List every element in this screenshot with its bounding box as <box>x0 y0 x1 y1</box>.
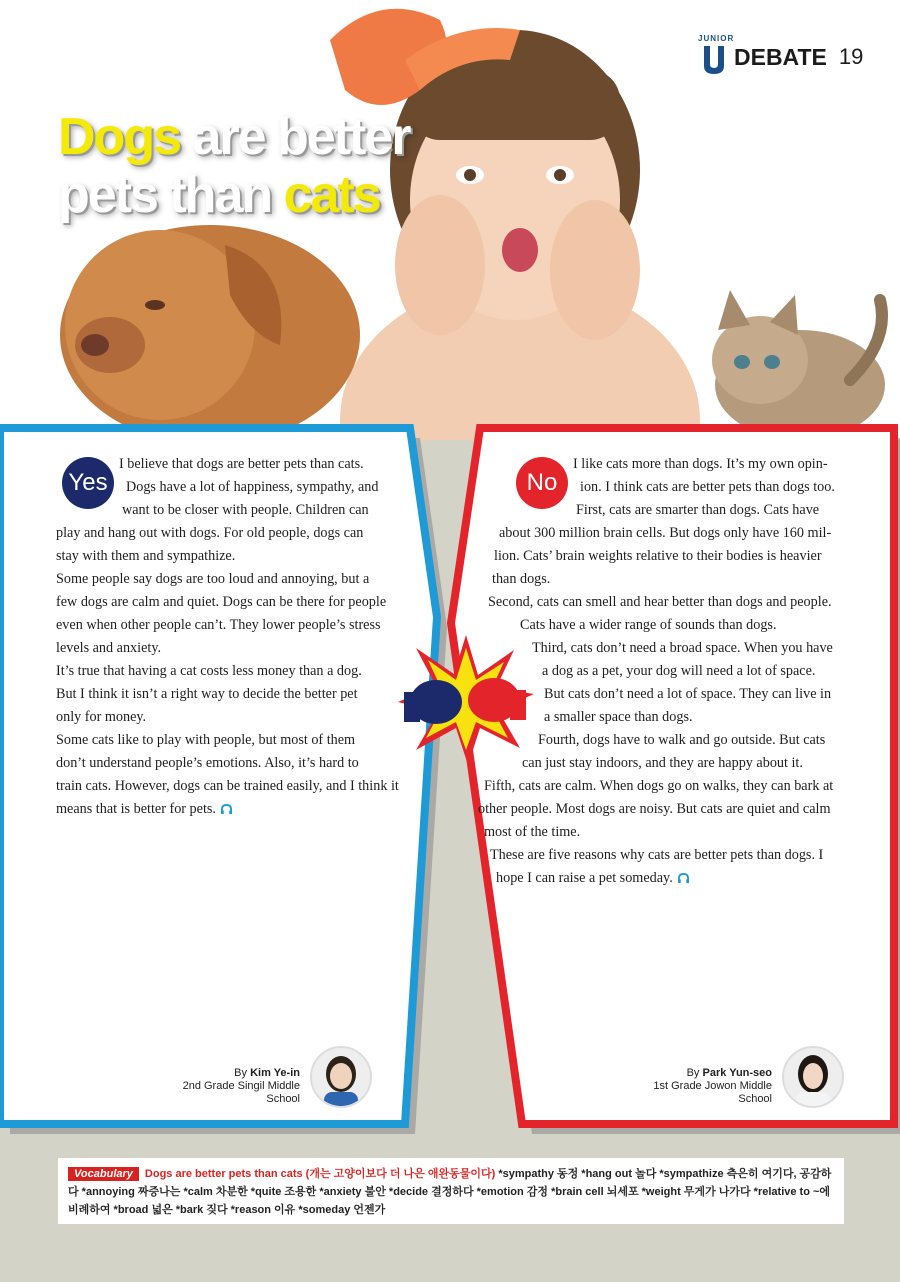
no-argument <box>470 453 860 890</box>
title-word-dogs: Dogs <box>58 108 180 166</box>
text-line: levels and anxiety. <box>56 640 162 656</box>
text-line: than dogs. <box>492 571 551 587</box>
text-line: I like cats more than dogs. It’s my own opin- <box>573 456 828 472</box>
headphones-icon[interactable] <box>220 804 233 815</box>
text-line-last <box>56 798 416 821</box>
text-line: about 300 million brain cells. But dogs only have 160 mil- <box>499 525 832 541</box>
yes-byline <box>150 1067 300 1106</box>
text-line: Dogs have a lot of happiness, sympathy, and <box>126 479 379 495</box>
vocabulary-headline: Dogs are better pets than cats (개는 고양이보다 더 나은 애완동물이다) <box>144 1168 496 1180</box>
text-line: I believe that dogs are better pets than cats. <box>119 456 364 472</box>
text-line: Third, cats don’t need a broad space. When you have <box>532 640 833 656</box>
text-line: play and hang out with dogs. For old people, dogs can <box>56 525 364 541</box>
text-line: It’s true that having a cat costs less money than a dog. <box>56 663 362 679</box>
author-school: 1st Grade Jowon Middle School <box>653 1080 772 1105</box>
vocabulary-tag: Vocabulary <box>68 1167 139 1181</box>
text-line: a smaller space than dogs. <box>544 709 693 725</box>
title-part: pets than <box>58 166 284 224</box>
avatar <box>782 1046 844 1108</box>
title-part: are better <box>180 108 410 166</box>
section-name: DEBATE <box>734 43 827 70</box>
author-name: Kim Ye-in <box>250 1067 300 1079</box>
byline-prefix: By <box>686 1067 703 1079</box>
text-line: few dogs are calm and quiet. Dogs can be there for people <box>56 594 387 610</box>
headphones-icon[interactable] <box>677 873 690 884</box>
byline-prefix: By <box>234 1067 251 1079</box>
text-line: Some people say dogs are too loud and annoying, but a <box>56 571 370 587</box>
text-line: can just stay indoors, and they are happy about it. <box>522 755 803 771</box>
text-line: lion. Cats’ brain weights relative to their bodies is heavier <box>494 548 822 564</box>
text-line: means that is better for pets. <box>56 801 216 817</box>
author-name: Park Yun-seo <box>702 1067 772 1079</box>
author-photo <box>784 1048 842 1106</box>
title-word-cats: cats <box>283 166 380 224</box>
text-line: Fifth, cats are calm. When dogs go on walks, they can bark at <box>484 778 834 794</box>
text-line: train cats. However, dogs can be trained easily, and I think it <box>56 778 399 794</box>
junior-label: JUNIOR <box>698 34 735 43</box>
text-line: But cats don’t need a lot of space. They can live in <box>544 686 832 702</box>
text-line: First, cats are smarter than dogs. Cats have <box>576 502 820 518</box>
page-number: 19 <box>838 44 864 69</box>
text-line: even when other people can’t. They lower people’s stress <box>56 617 381 633</box>
no-byline <box>620 1067 772 1106</box>
author-photo <box>312 1048 370 1106</box>
text-line: But I think it isn’t a right way to decide the better pet <box>56 686 358 702</box>
text-line-last <box>470 867 860 890</box>
text-line: stay with them and sympathize. <box>56 548 236 564</box>
vocabulary-box <box>58 1158 844 1224</box>
no-badge: No <box>516 457 568 509</box>
text-line: Cats have a wider range of sounds than dogs. <box>520 617 777 633</box>
vocabulary-terms: *sympathy 동정 *hang out 놀다 *sympathize 측은히 여기다, 공감하다 *annoying 짜증나는 *calm 차분한 *quite 조용한 *anxiety 불안 *decide 결정하다 *emotion 감정 *brain cell 뇌세포 *weight 무게가 나가다 *relative to ~에 비례하여 *broad 넓은 *bark 짖다 *reason 이유 *someday 언젠가 <box>68 1168 832 1216</box>
yes-badge: Yes <box>62 457 114 509</box>
author-school: 2nd Grade Singil Middle School <box>182 1080 300 1105</box>
text-line: only for money. <box>56 709 147 725</box>
yes-argument <box>56 453 416 821</box>
text-line: other people. Most dogs are noisy. But cats are quiet and calm <box>478 801 831 817</box>
text-line: Some cats like to play with people, but most of them <box>56 732 356 748</box>
text-line: These are five reasons why cats are better pets than dogs. I <box>490 847 824 863</box>
text-line: Fourth, dogs have to walk and go outside. But cats <box>538 732 826 748</box>
avatar <box>310 1046 372 1108</box>
text-line: most of the time. <box>484 824 581 840</box>
text-line: Second, cats can smell and hear better than dogs and people. <box>488 594 832 610</box>
text-line: don’t understand people’s emotions. Also, it’s hard to <box>56 755 359 771</box>
text-line: hope I can raise a pet someday. <box>496 870 673 886</box>
text-line: a dog as a pet, your dog will need a lot of space. <box>542 663 816 679</box>
text-line: ion. I think cats are better pets than dogs too. <box>580 479 835 495</box>
text-line: want to be closer with people. Children can <box>122 502 369 518</box>
